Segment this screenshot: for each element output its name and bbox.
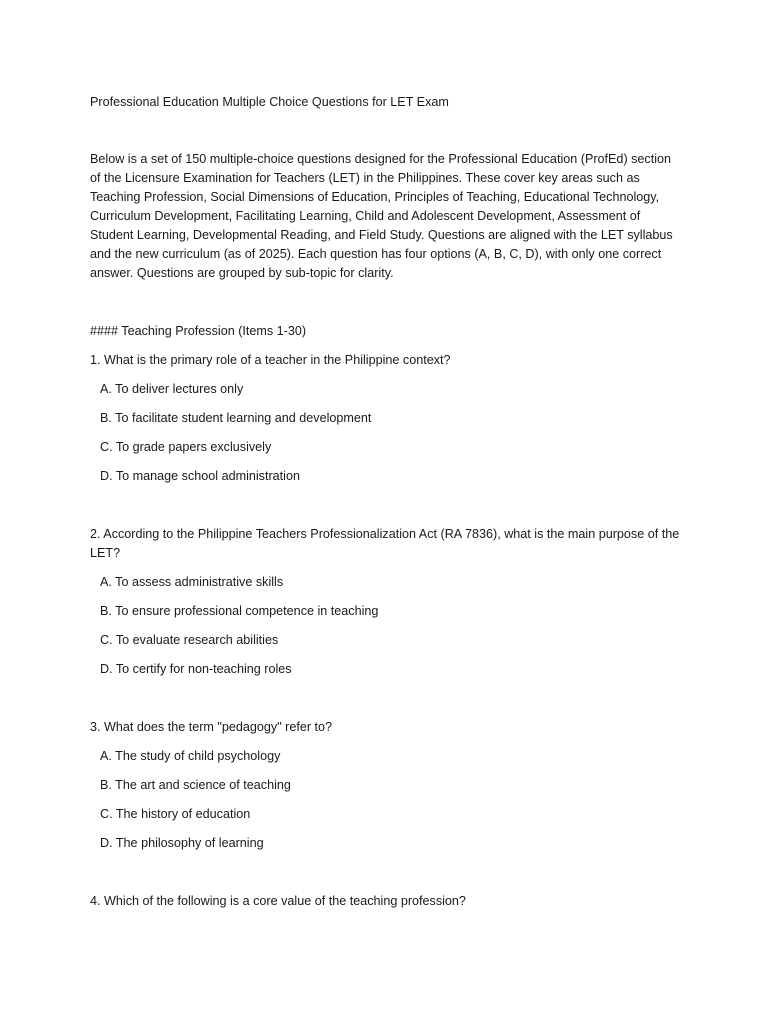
question-text: 2. According to the Philippine Teachers Professionalization Act (RA 7836), what is the main purpose of the LET? — [90, 527, 680, 560]
option-a: A. The study of child psychology — [100, 749, 281, 763]
question-text: 3. What does the term "pedagogy" refer to? — [90, 720, 333, 734]
option-c: C. To evaluate research abilities — [100, 633, 279, 647]
question-text: 4. Which of the following is a core value of the teaching profession? — [90, 894, 466, 908]
option-c: C. The history of education — [100, 807, 251, 821]
document-title: Professional Education Multiple Choice Questions for LET Exam — [90, 95, 449, 109]
option-d: D. To manage school administration — [100, 469, 300, 483]
document-page — [90, 93, 680, 950]
option-a: A. To deliver lectures only — [100, 382, 244, 396]
option-b: B. To ensure professional competence in teaching — [100, 604, 379, 618]
question-2 — [90, 525, 680, 679]
option-c: C. To grade papers exclusively — [100, 440, 272, 454]
intro-paragraph: Below is a set of 150 multiple-choice questions designed for the Professional Education (ProfEd) section of the Licensure Examination for Teachers (LET) in the Philippines. These cover key areas such as Teaching Profession, Social Dimensions of Education, Principles of Teaching, Educational Technology, Curriculum Development, Facilitating Learning, Child and Adolescent Development, Assessment of Student Learning, Developmental Reading, and Field Study. Questions are aligned with the LET syllabus and the new curriculum (as of 2025). Each question has four options (A, B, C, D), with only one correct answer. Questions are grouped by sub-topic for clarity. — [90, 152, 673, 280]
question-1 — [90, 351, 680, 486]
option-d: D. The philosophy of learning — [100, 836, 264, 850]
section-heading: #### Teaching Profession (Items 1-30) — [90, 324, 307, 338]
option-b: B. The art and science of teaching — [100, 778, 291, 792]
option-b: B. To facilitate student learning and development — [100, 411, 372, 425]
option-d: D. To certify for non-teaching roles — [100, 662, 292, 676]
option-a: A. To assess administrative skills — [100, 575, 284, 589]
question-3 — [90, 718, 680, 853]
question-4 — [90, 892, 680, 911]
question-text: 1. What is the primary role of a teacher in the Philippine context? — [90, 353, 451, 367]
